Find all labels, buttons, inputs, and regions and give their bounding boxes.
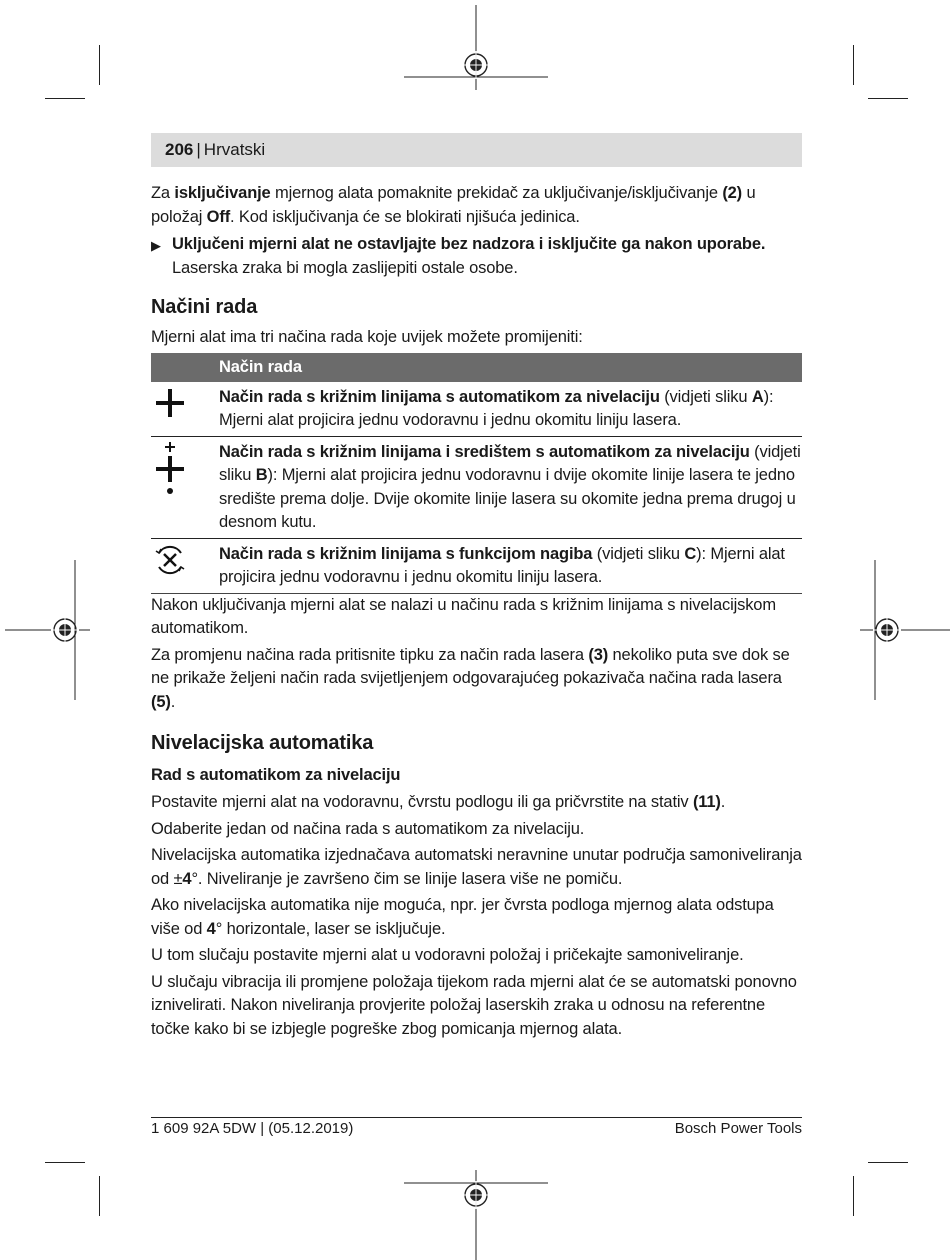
modes-switch-paragraph: Za promjenu načina rada pritisnite tipku za način rada lasera (3) nekoliko puta sve dok se ne prikaže željeni način rada svijetljenjem odgovarajućeg pokazivača načina rada lasera (5). bbox=[151, 645, 790, 711]
crop-mark bbox=[45, 98, 85, 99]
leveling-paragraph: Odaberite jedan od načina rada s automatikom za nivelaciju. bbox=[151, 819, 585, 838]
cross-line-icon bbox=[151, 386, 187, 420]
tilt-function-icon bbox=[151, 543, 187, 577]
cross-line-plumb-icon bbox=[151, 441, 187, 501]
crop-mark bbox=[853, 45, 854, 85]
page-number: 206 bbox=[165, 140, 194, 159]
leveling-paragraph: Postavite mjerni alat na vodoravnu, čvrstu podlogu ili ga pričvrstite na stativ (11). bbox=[151, 793, 726, 811]
mode-description: Način rada s križnim linijama s funkcijom nagiba (vidjeti sliku C): Mjerni alat projicira jednu vodoravnu i jednu okomitu liniju lasera. bbox=[219, 538, 802, 593]
footer-brand: Bosch Power Tools bbox=[674, 1120, 802, 1137]
leveling-paragraph: U slučaju vibracija ili promjene položaja tijekom rada mjerni alat će se automatski ponovno iznivelirati. Nakon niveliranja provjerite položaj laserskih zraka u odnosu na referentne točke kako bi se izbjegle pogreške zbog pomicanja mjernog alata. bbox=[151, 972, 797, 1038]
modes-table-header: Način rada bbox=[219, 353, 802, 382]
section-heading-leveling: Nivelacijska automatika bbox=[151, 732, 374, 754]
mode-description: Način rada s križnim linijama i središtem s automatikom za nivelaciju (vidjeti sliku B): Mjerni alat projicira jednu vodoravnu i dvije okomite linije lasera te jedno središte prema dolje. Dvije okomite linije lasera su okomite jedna prema drugoj u desnom kutu. bbox=[219, 436, 802, 538]
crop-mark bbox=[868, 98, 908, 99]
section-heading-modes: Načini rada bbox=[151, 296, 258, 318]
intro-paragraph: Za isključivanje mjernog alata pomaknite prekidač za uključivanje/isključivanje (2) u položaj Off. Kod isključivanja će se blokirati njišuća jedinica. bbox=[151, 184, 756, 226]
registration-mark-icon bbox=[5, 560, 95, 700]
crop-mark bbox=[853, 1176, 854, 1216]
header-separator: | bbox=[196, 140, 201, 159]
modes-lead: Mjerni alat ima tri načina rada koje uvijek možete promijeniti: bbox=[151, 327, 583, 346]
bullet-arrow-icon: ▶ bbox=[151, 238, 161, 253]
subheading-leveling: Rad s automatikom za nivelaciju bbox=[151, 765, 401, 784]
table-row bbox=[151, 538, 802, 593]
crop-mark bbox=[868, 1162, 908, 1163]
page-content bbox=[151, 182, 802, 1044]
warning-bold-text: Uključeni mjerni alat ne ostavljajte bez nadzora i isključite ga nakon uporabe. bbox=[172, 235, 766, 253]
registration-mark-icon bbox=[404, 1170, 550, 1260]
crop-mark bbox=[99, 1176, 100, 1216]
warning-text: Laserska zraka bi mogla zaslijepiti ostale osobe. bbox=[172, 258, 518, 277]
registration-mark-icon bbox=[855, 560, 950, 700]
page-header bbox=[151, 133, 802, 167]
footer-rule bbox=[151, 1117, 802, 1118]
header-language: Hrvatski bbox=[203, 140, 266, 159]
warning-item bbox=[151, 233, 802, 280]
table-row bbox=[151, 436, 802, 538]
crop-mark bbox=[45, 1162, 85, 1163]
registration-mark-icon bbox=[404, 5, 550, 95]
table-row bbox=[151, 382, 802, 437]
mode-description: Način rada s križnim linijama s automatikom za nivelaciju (vidjeti sliku A): Mjerni alat projicira jednu vodoravnu i jednu okomitu liniju lasera. bbox=[219, 382, 802, 437]
modes-table bbox=[151, 353, 802, 594]
leveling-paragraph: Ako nivelacijska automatika nije moguća, npr. jer čvrsta podloga mjernog alata odstupa više od 4° horizontale, laser se isključuje. bbox=[151, 896, 774, 938]
modes-after-paragraph: Nakon uključivanja mjerni alat se nalazi u načinu rada s križnim linijama s nivelacijskom automatikom. bbox=[151, 595, 776, 637]
leveling-paragraph: Nivelacijska automatika izjednačava automatski neravnine unutar područja samoniveliranja od ±4°. Niveliranje je završeno čim se linije lasera više ne pomiču. bbox=[151, 846, 802, 888]
leveling-paragraph: U tom slučaju postavite mjerni alat u vodoravni položaj i pričekajte samoniveliranje. bbox=[151, 946, 744, 964]
footer-doc-id: 1 609 92A 5DW | (05.12.2019) bbox=[151, 1120, 354, 1137]
crop-mark bbox=[99, 45, 100, 85]
